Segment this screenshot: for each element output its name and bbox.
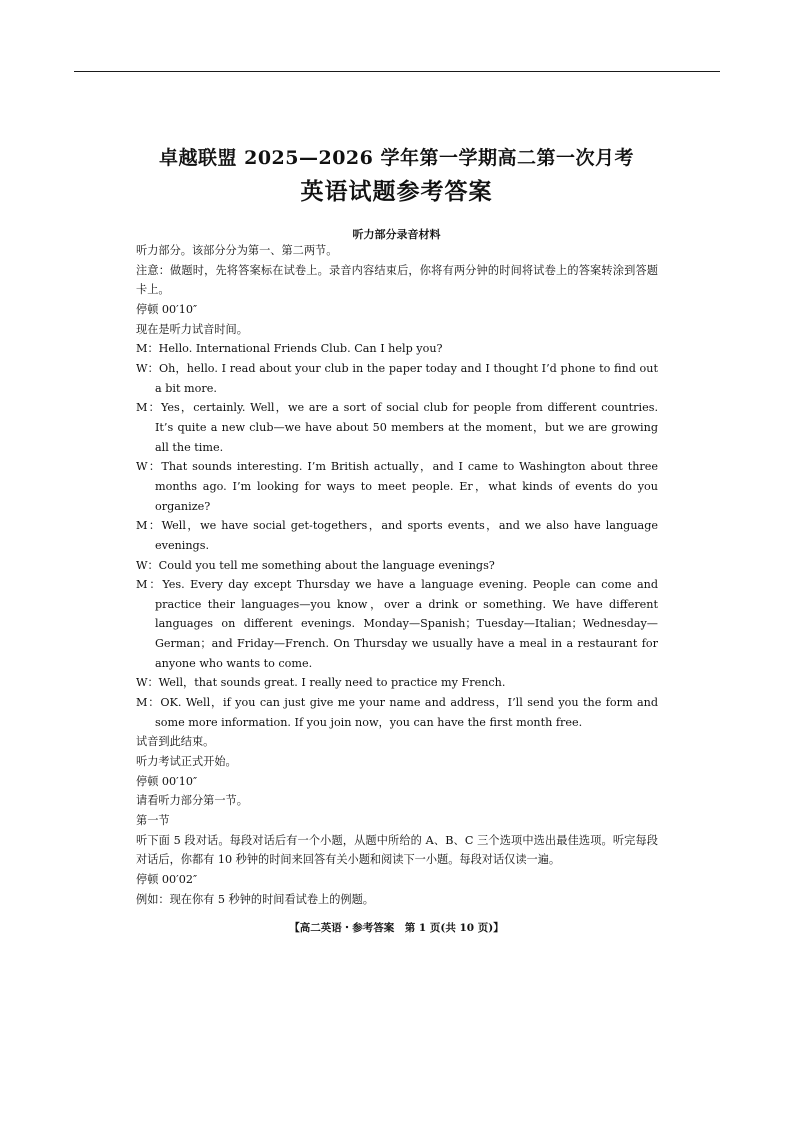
audio-test-end: 试音到此结束。 (136, 735, 215, 749)
dialogue-line: W：Well，that sounds great. I really need to practice my French. (136, 676, 506, 690)
pause-marker: 停顿 00′02″ (136, 873, 198, 886)
dialogue-line: W：Oh，hello. I read about your club in the paper today and I thought I’d phone to find out a bit more. (136, 361, 658, 395)
instruction-paragraph: 注意：做题时，先将答案标在试卷上。录音内容结束后，你将有两分钟的时间将试卷上的答案转涂到答题卡上。 (136, 263, 658, 297)
dialogue-line: W：Could you tell me something about the language evenings? (136, 558, 495, 572)
document-subtitle: 英语试题参考答案 (300, 178, 493, 205)
top-rule (74, 71, 720, 72)
example-note: 例如：现在你有 5 秒钟的时间看试卷上的例题。 (136, 892, 374, 906)
pause-marker: 停顿 00′10″ (136, 302, 198, 316)
pause-marker: 停顿 00′10″ (136, 774, 198, 788)
dialogue-line: M：Yes. Every day except Thursday we have a language evening. People can come and practice their languages—you know，over a drink or something. We have different languages on different evenings. Monday—Spanish；Tuesday—Italian；Wednesday—German；and Friday—French. On Thursday we usually have a meal in a restaurant for anyone who wants to come. (136, 578, 658, 670)
page-footer: 【高二英语・参考答案 第 1 页(共 10 页)】 (289, 922, 504, 934)
dialogue-line: M：OK. Well，if you can just give me your name and address，I’ll send you the form and some more information. If you join now，you can have the first month free. (136, 696, 658, 729)
exam-start-note: 听力考试正式开始。 (136, 755, 237, 769)
section-one-instructions: 听下面 5 段对话。每段对话后有一个小题，从题中所给的 A、B、C 三个选项中选出最佳选项。听完每段对话后，你都有 10 秒钟的时间来回答有关小题和阅读下一小题。每段对话仅读一遍。 (136, 833, 658, 867)
section-one-label: 第一节 (136, 814, 170, 828)
audio-test-note: 现在是听力试音时间。 (136, 322, 248, 336)
section-heading: 听力部分录音材料 (352, 228, 441, 241)
section-one-prompt: 请看听力部分第一节。 (136, 794, 248, 808)
listening-transcript (136, 241, 658, 909)
document-title: 卓越联盟 2025—2026 学年第一学期高二第一次月考 (159, 147, 634, 169)
intro-paragraph: 听力部分。该部分分为第一、第二两节。 (136, 244, 338, 257)
dialogue-line: W：That sounds interesting. I’m British actually，and I came to Washington about three months ago. I’m looking for ways to meet people. Er，what kinds of events do you organize? (136, 460, 658, 513)
dialogue-line: M：Hello. International Friends Club. Can I help you? (136, 342, 443, 356)
dialogue-line: M：Well，we have social get-togethers，and sports events，and we also have language evenings. (136, 519, 658, 552)
dialogue-line: M：Yes，certainly. Well，we are a sort of social club for people from different countries. It’s quite a new club—we have about 50 members at the moment，but we are growing all the time. (136, 401, 658, 454)
